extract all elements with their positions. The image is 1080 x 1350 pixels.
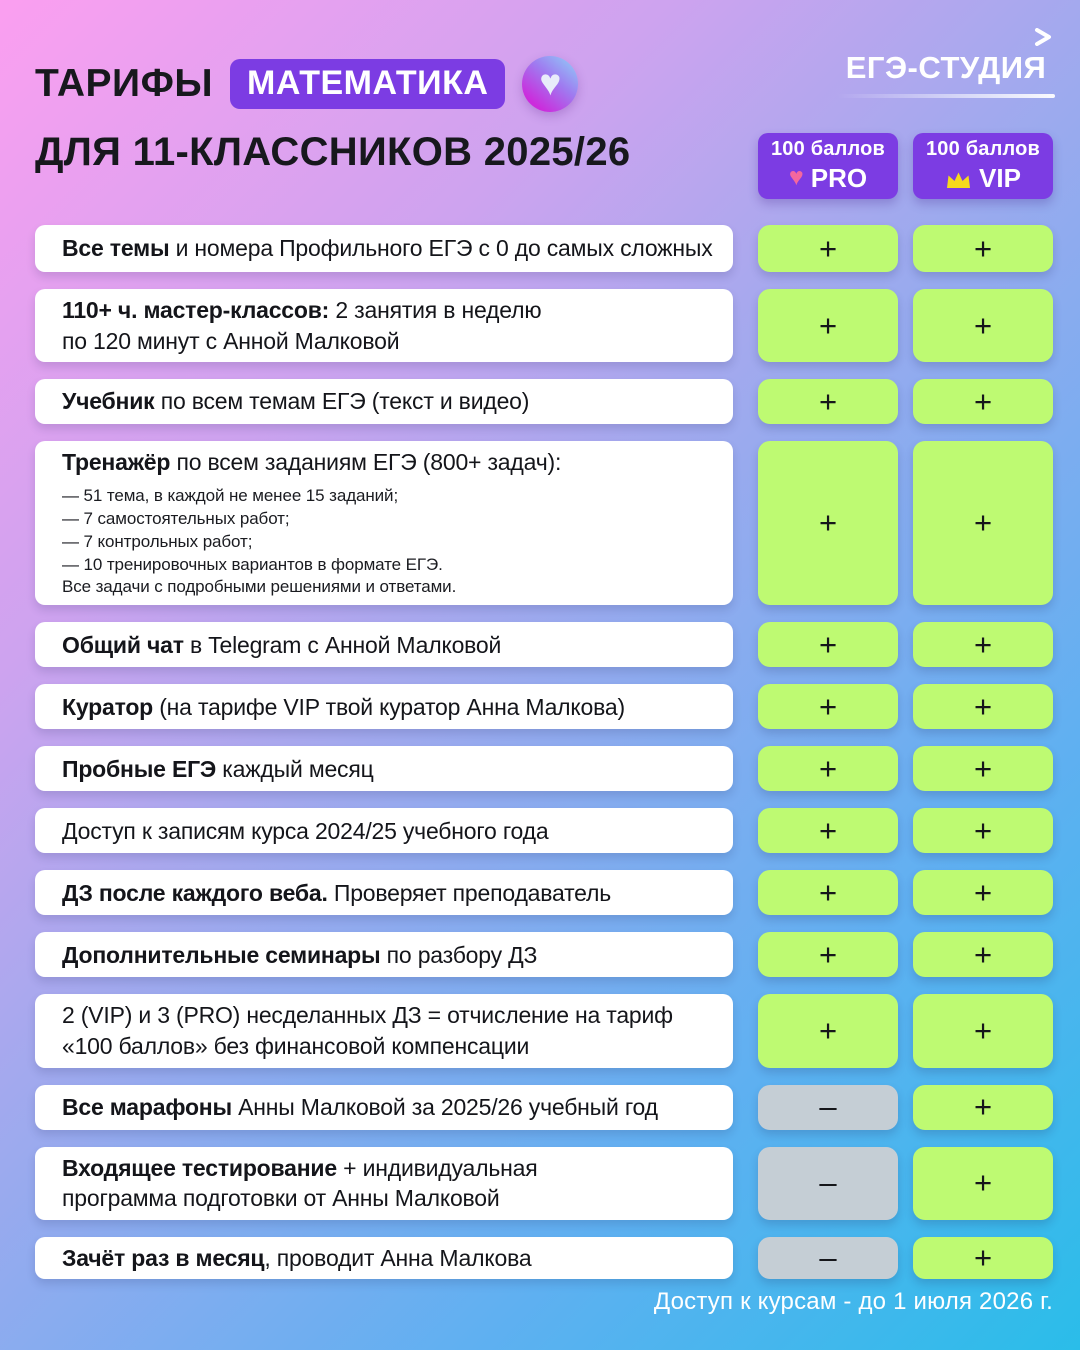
feature-text: Все марафоны Анны Малковой за 2025/26 учебный год [62, 1093, 658, 1120]
tariff-comparison-table [35, 225, 1053, 1296]
table-row [35, 932, 1053, 977]
brand-name: ЕГЭ-СТУДИЯ [845, 50, 1047, 85]
feature-bold: Учебник [62, 388, 155, 415]
plan-pro-points: 100 баллов [770, 138, 886, 160]
footer-access-note: Доступ к курсам - до 1 июля 2026 г. [653, 1288, 1053, 1315]
pro-cell: + [758, 441, 898, 605]
feature-bold: Пробные ЕГЭ [62, 755, 217, 782]
feature-text: Доступ к записям курса 2024/25 учебного года [62, 817, 549, 844]
vip-cell: + [913, 1147, 1053, 1220]
heart-logo-icon [522, 56, 578, 112]
feature-detail-line: — 51 тема, в каждой не менее 15 заданий; [62, 485, 399, 505]
pro-cell: – [758, 1085, 898, 1130]
feature-bold: Куратор [62, 693, 154, 720]
feature-bold: Зачёт раз в месяц [62, 1244, 265, 1271]
feature-bold: Все марафоны [62, 1093, 232, 1120]
feature-text: ДЗ после каждого веба. Проверяет преподаватель [62, 879, 612, 906]
vip-cell: + [913, 1237, 1053, 1280]
feature-text: Тренажёр по всем заданиям ЕГЭ (800+ задач): [62, 449, 562, 476]
table-row [35, 289, 1053, 362]
table-row [35, 379, 1053, 424]
crown-icon [945, 170, 972, 190]
vip-cell: + [913, 622, 1053, 667]
table-row [35, 1237, 1053, 1280]
plan-column-headers [758, 133, 1053, 199]
vip-cell: + [913, 994, 1053, 1067]
feature-card [35, 289, 733, 362]
pro-cell: + [758, 870, 898, 915]
table-row [35, 622, 1053, 667]
feature-text: Зачёт раз в месяц, проводит Анна Малкова [62, 1244, 532, 1271]
plan-badge-pro [758, 133, 898, 199]
feature-text: Дополнительные семинары по разбору ДЗ [62, 941, 538, 968]
feature-detail-line: — 7 самостоятельных работ; [62, 508, 290, 528]
table-row [35, 441, 1053, 605]
heart-glyph: ♥ [539, 61, 562, 103]
feature-bold: Общий чат [62, 631, 184, 658]
page-title: ТАРИФЫ [35, 62, 214, 105]
plan-vip-points: 100 баллов [925, 138, 1041, 160]
table-row [35, 684, 1053, 729]
plan-pro-name: PRO [810, 163, 868, 193]
vip-cell: + [913, 746, 1053, 791]
feature-card [35, 1237, 733, 1280]
brand-underline [837, 94, 1055, 98]
arrow-right-icon [843, 28, 1055, 46]
table-row [35, 1085, 1053, 1130]
feature-card [35, 622, 733, 667]
pro-cell: – [758, 1147, 898, 1220]
feature-card [35, 932, 733, 977]
heart-icon: ♥ [788, 163, 804, 191]
vip-cell: + [913, 441, 1053, 605]
plan-badge-vip [913, 133, 1053, 199]
plan-vip-name: VIP [979, 163, 1021, 193]
feature-detail-line: — 7 контрольных работ; [62, 531, 253, 551]
vip-cell: + [913, 932, 1053, 977]
feature-detail-line: — 10 тренировочных вариантов в формате ЕГЭ. [62, 554, 443, 574]
feature-bold: Дополнительные семинары [62, 941, 381, 968]
pro-cell: + [758, 684, 898, 729]
title-line-1 [35, 56, 578, 112]
feature-details [62, 485, 713, 600]
table-row [35, 994, 1053, 1067]
pro-cell: + [758, 746, 898, 791]
vip-cell: + [913, 684, 1053, 729]
page-subtitle: ДЛЯ 11-КЛАССНИКОВ 2025/26 [35, 130, 631, 174]
vip-cell: + [913, 1085, 1053, 1130]
feature-card [35, 441, 733, 605]
pro-cell: + [758, 808, 898, 853]
feature-card [35, 808, 733, 853]
feature-detail-line: Все задачи с подробными решениями и ответами. [62, 577, 457, 597]
feature-text: Куратор (на тарифе VIP твой куратор Анна Малкова) [62, 693, 625, 720]
pro-cell: + [758, 379, 898, 424]
subject-badge: МАТЕМАТИКА [230, 59, 505, 109]
feature-card [35, 746, 733, 791]
table-row [35, 1147, 1053, 1220]
feature-bold: Входящее тестирование [62, 1154, 337, 1181]
pro-cell: + [758, 622, 898, 667]
feature-card [35, 870, 733, 915]
plan-vip-name-row [945, 163, 1021, 194]
feature-text: Все темы и номера Профильного ЕГЭ с 0 до самых сложных [62, 235, 713, 262]
feature-text: Пробные ЕГЭ каждый месяц [62, 755, 374, 782]
pro-cell: + [758, 289, 898, 362]
vip-cell: + [913, 808, 1053, 853]
vip-cell: + [913, 225, 1053, 272]
brand-logo [837, 28, 1055, 98]
feature-text: Общий чат в Telegram с Анной Малковой [62, 631, 502, 658]
pro-cell: + [758, 225, 898, 272]
vip-cell: + [913, 289, 1053, 362]
feature-text: 110+ ч. мастер-классов: 2 занятия в неделю по 120 минут с Анной Малковой [62, 297, 542, 354]
feature-card [35, 379, 733, 424]
feature-bold: ДЗ после каждого веба. [62, 879, 328, 906]
feature-bold: Все темы [62, 235, 170, 262]
vip-cell: + [913, 379, 1053, 424]
feature-bold: 110+ ч. мастер-классов: [62, 297, 330, 323]
feature-text: 2 (VIP) и 3 (PRO) несделанных ДЗ = отчисление на тариф «100 баллов» без финансовой компенсации [62, 1002, 673, 1059]
plan-pro-name-row [789, 163, 867, 194]
feature-text: Учебник по всем темам ЕГЭ (текст и видео) [62, 388, 530, 415]
pro-cell: + [758, 994, 898, 1067]
table-row [35, 225, 1053, 272]
feature-card [35, 994, 733, 1067]
feature-text: Входящее тестирование + индивидуальная программа подготовки от Анны Малковой [62, 1154, 538, 1212]
feature-card [35, 1085, 733, 1130]
feature-card [35, 684, 733, 729]
pro-cell: – [758, 1237, 898, 1280]
feature-bold: Тренажёр [62, 449, 171, 476]
pro-cell: + [758, 932, 898, 977]
table-row [35, 870, 1053, 915]
feature-card [35, 1147, 733, 1220]
vip-cell: + [913, 870, 1053, 915]
feature-card [35, 225, 733, 272]
table-row [35, 808, 1053, 853]
table-row [35, 746, 1053, 791]
